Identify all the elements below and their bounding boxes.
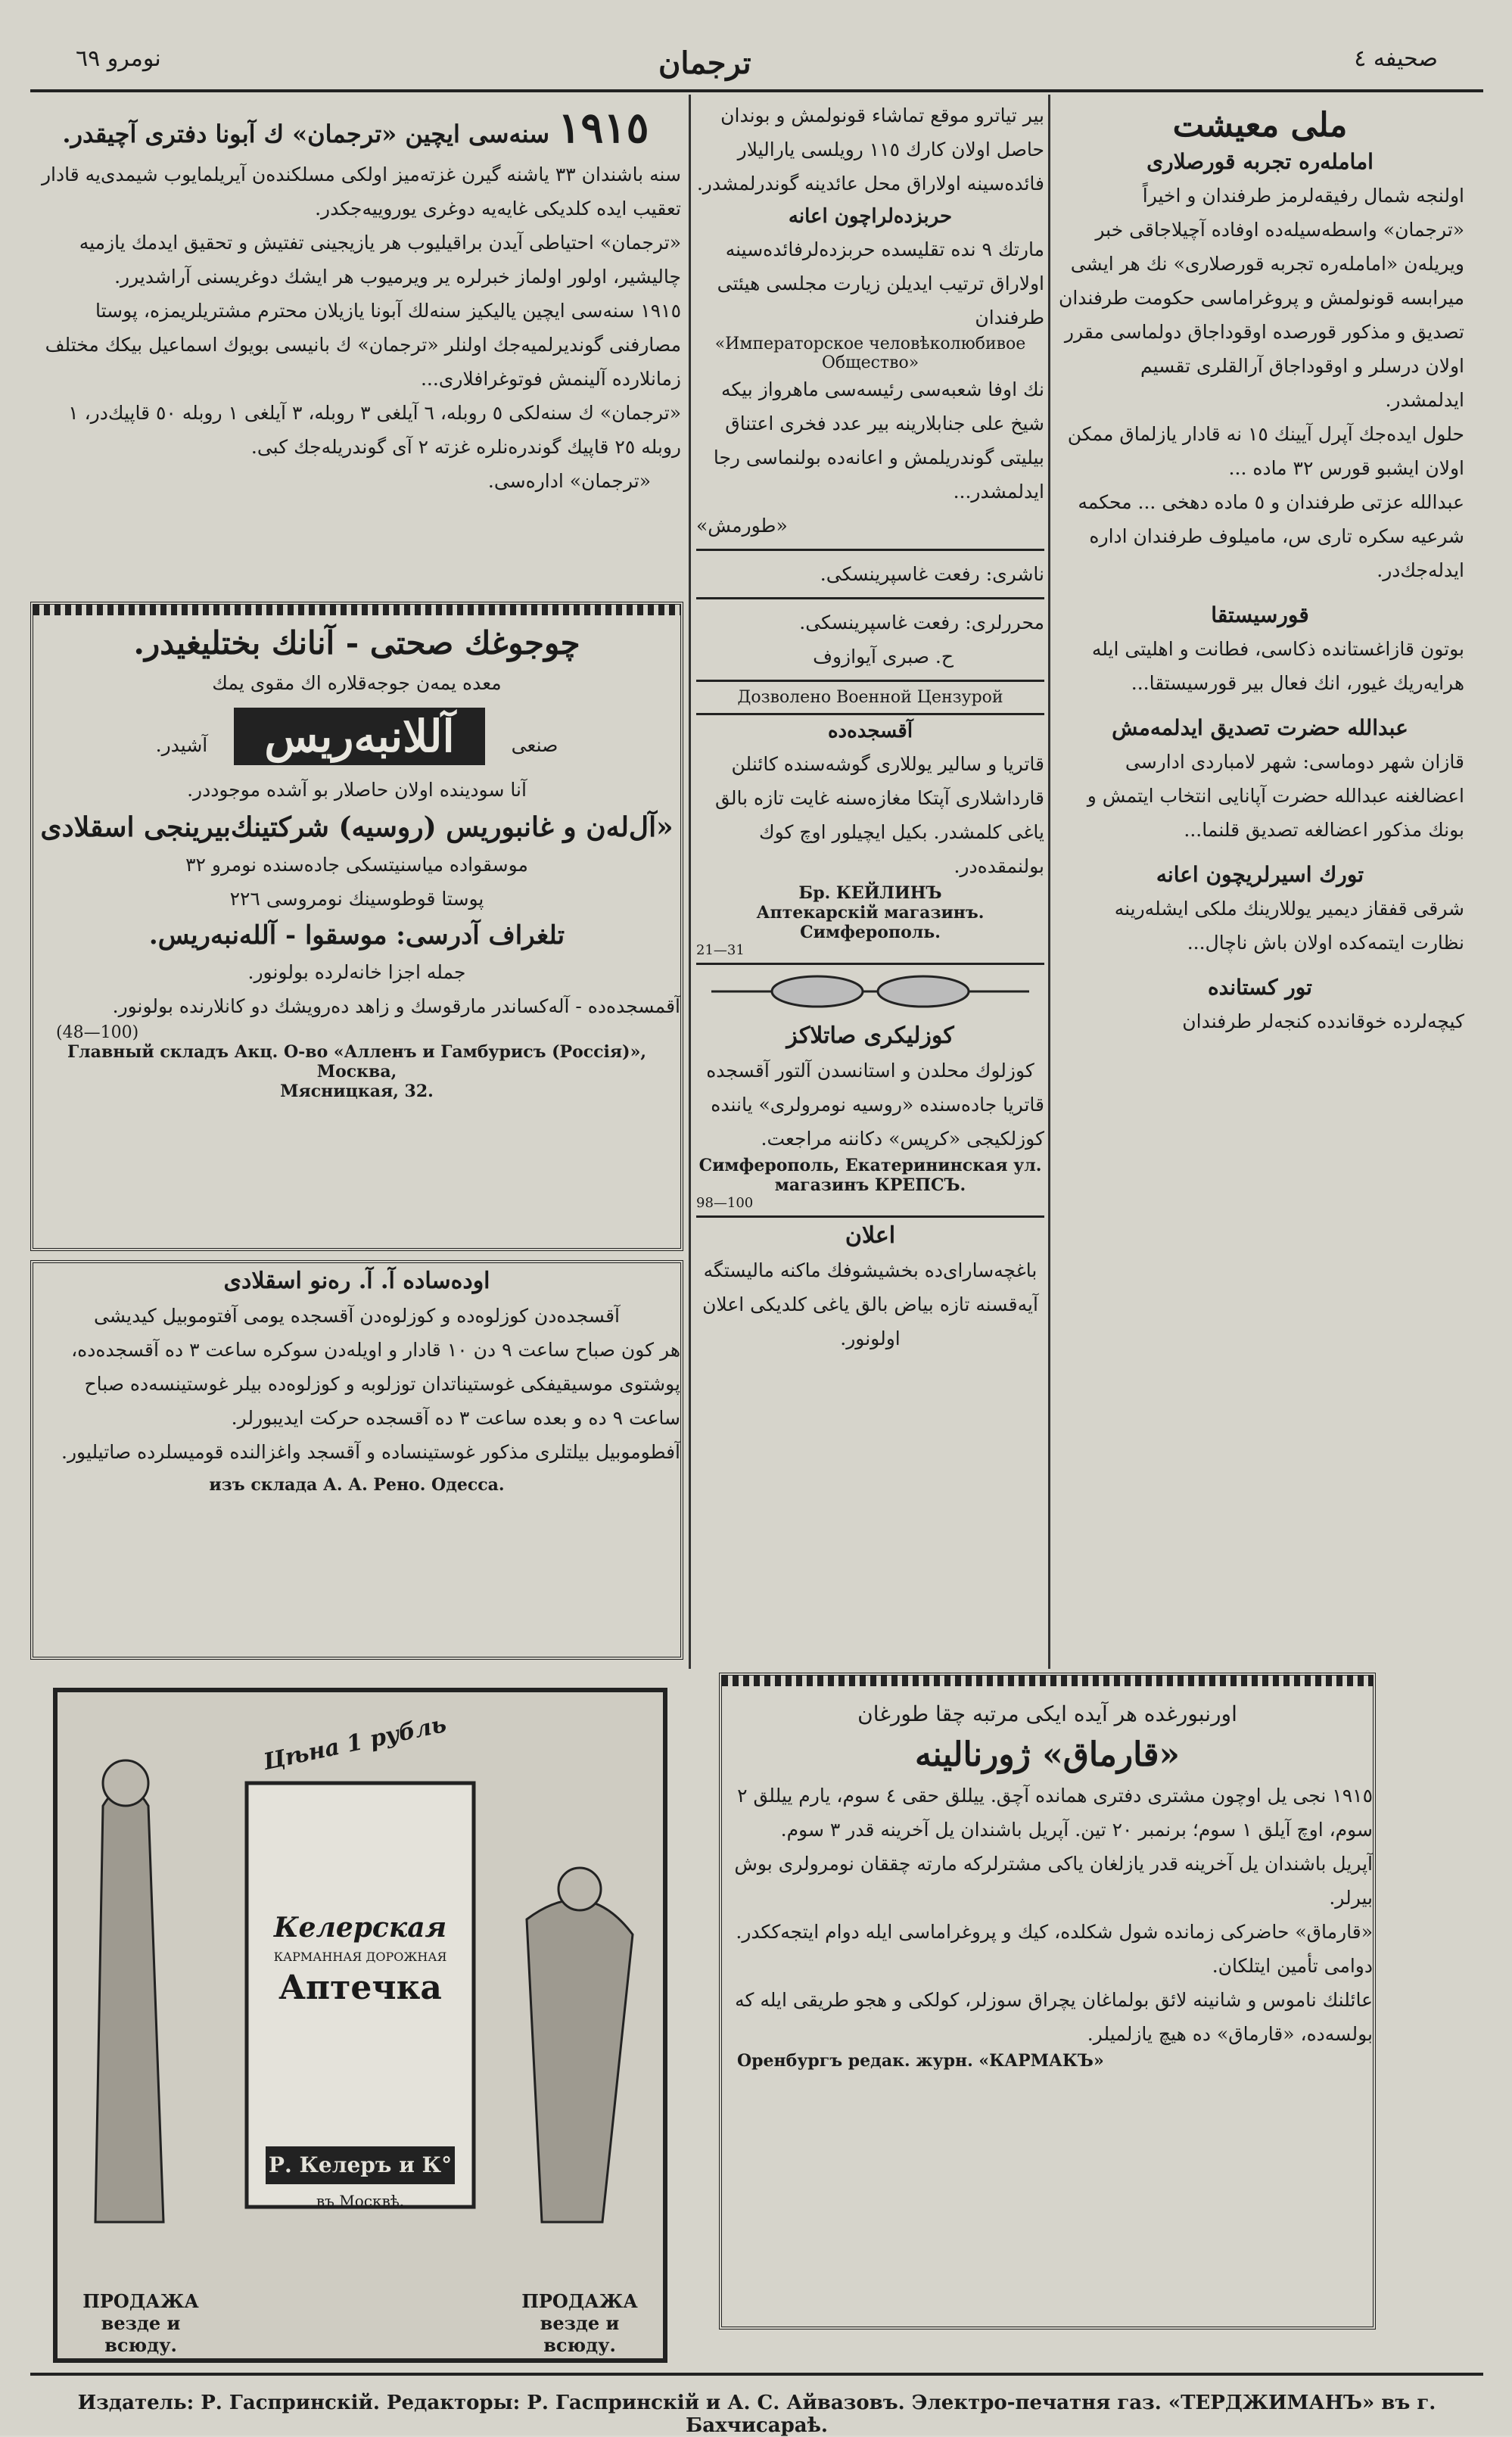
ad-address-ru: Оренбургъ редак. журн. «КАРМАКЪ» — [737, 2051, 1104, 2071]
ad-text: آفطوموبیل بیلتلری مذکور غوستینساده و آقسجد واغزالنده قومیسلرده صاتیلیور. — [61, 1441, 680, 1463]
ad-text: قاتریا و سالیر یوللاری گوشه‌سنده کائنلن قارداشلاری آپتکا مغازه‌سنه غایت تازه بالق یاغی کلمشدر. بکیل ایچیلور اوچ کوك بولنمقده‌در. — [715, 753, 1044, 877]
ad-text: آقمسجده‌ده - آله‌کساندر مارقوسك و زاهد ده‌رویشك دو کانلارنده بولونور. — [112, 995, 680, 1017]
brand-prefix: صنعی — [511, 734, 558, 756]
ad-heading: اوده‌ساده آ. آ. ره‌نو اسقلادی — [223, 1268, 490, 1294]
article-paragraph: نك اوفا شعبه‌سی رئیسه‌سی ماهرواز بیکه شیخ علی جنابلارینه بیر عدد فخری اعتناق بیلیتی گوندریلمش و اعانه‌ده بولنماسی رجا ایدلمشدر... — [713, 378, 1044, 503]
signoff: «طورمش» — [696, 515, 788, 537]
column-rule-left — [689, 95, 691, 1669]
ad-border-top — [722, 1676, 1373, 1686]
article-paragraph: بوتون قازاغستانده ذکاسی، فطانت و اهلیتی ایله هرایه‌ریك غیور، انك فعال بیر قورسیستقا... — [1091, 638, 1464, 694]
ad-text: کوزلوك محلدن و استانسدن آلتور آقسجده — [706, 1060, 1034, 1082]
article-heading: تورك اسیرلریچون اعانه — [1156, 862, 1364, 887]
middle-column — [696, 98, 1044, 1665]
article-heading: امامله‌ره تجربه قورصلاری — [1146, 149, 1374, 174]
brand-logo: آللانبه‌ریس — [234, 708, 484, 765]
article-heading: عبدالله حضرت تصدیق ایدلمه‌مش — [1112, 715, 1408, 740]
article-paragraph: اولنجه شمال رفیقه‌لرمز طرفندان و اخیراً «ترجمان» واسطه‌سیله‌ده اوفاده آچیلاجاقی خبر ویریله‌ن «امامله‌ره تجربه قورصلاری» نك هر ایشی میرابسه قونولمش و پروغراماسی حکومت طرفندان تصدیق و مذکور قورصده اوقوداجاق دولماسی مقرر اولان درسلر و اوقوداجاق آرالقلری تقسیم ایدلمشدر. — [1059, 185, 1464, 411]
allenburys-ad — [30, 602, 683, 1251]
glasses-icon — [696, 965, 1044, 1018]
notice-paragraph: سنه باشندان ٣٣ یاشنه گیرن غزته‌میز اولکی مسلکنده‌ن آیریلمایوب شیمدی‌یه قادار تعقیب ایده کلدیکی غایه‌یه دوغری یوروییه‌جکدر. — [41, 163, 681, 219]
firm-name: «آل‌له‌ن و غانبوریس (روسیه) شرکتینك‌بیرینجی اسقلادی — [40, 811, 674, 843]
ad-text: معده یمه‌ن جوجه‌قلاره اك مقوی یمك — [212, 672, 502, 694]
subscription-notice — [30, 98, 681, 590]
announcement-text: باغچه‌سارای‌ده بخشیشوفك ماکنه مالیستگه آیه‌قسنه تازه بیاض بالق یاغی کلدیکی اعلان اولونور. — [702, 1259, 1038, 1349]
renault-ad — [30, 1260, 683, 1660]
brand-subtitle: КАРМАННАЯ ДОРОЖНАЯ — [273, 1950, 447, 1964]
imprint-line: Издатель: Р. Гаспринскій. Редакторы: Р. Гаспринскій и А. С. Айвазовъ. Электро-печатня газ. «ТЕРДЖИМАНЪ» въ г. Бахчисараѣ. — [77, 2392, 1436, 2437]
ad-text: جمله اجزا خانه‌لرده بولونور. — [247, 961, 466, 983]
brand-row — [33, 708, 680, 765]
ad-headline: چوجوغك صحتی - آنانك بختلیغیدر. — [133, 624, 580, 661]
telegraph-address: تلغراف آدرسی: موسقوا - آلله‌نبه‌ریس. — [148, 920, 565, 951]
right-column — [1056, 98, 1464, 1665]
ad-address-ru: изъ склада А. А. Рено. Одесса. — [209, 1475, 505, 1495]
karmak-ad — [719, 1673, 1376, 2330]
ad-address: Симферополь, Екатерининская ул. магазинъ КРЕПСЪ. — [698, 1156, 1042, 1195]
editor-name: ح. صبری آیوازوف — [813, 646, 954, 668]
ad-paragraph: آپریل باشندان یل آخرینه قدر یازلغان یاکی مشترلرکه مارته چققان نومرولری بوش بیرلر. — [734, 1853, 1373, 1909]
ad-paragraph: ١٩١٥ نجی یل اوچون مشتری دفتری همانده آچق. ییللق حقی ٤ سوم، یارم ییللق ٢ سوم، اوچ آیلق ١ سوم؛ برنمبر ٢٠ تین. آپریل باشندان یل آخرینه قدر ٣ سوم. — [737, 1785, 1373, 1841]
firm-city: въ Москвѣ. — [316, 2192, 405, 2210]
article-heading: تور کستانده — [1208, 975, 1312, 1000]
announcement-heading: اعلان — [696, 1215, 1044, 1249]
article-paragraph: مارتك ٩ نده تقلیسده حربزده‌لرفائده‌سینه اولاراق ترتیب ایدیلن زیارت مجلسی هیئتی طرفندان — [717, 238, 1044, 328]
notice-paragraph: «ترجمان» ك سنه‌لکی ٥ روبله، ٦ آیلغی ٣ روبله، ٣ آیلغی ١ روبله ٥٠ قاپیك‌در، ١ روبله ٢٥ قاپیك گوندره‌نلره غزته ٢ آی گوندریله‌جك کبی. — [68, 402, 681, 458]
article-paragraph: قازان شهر دوماسی: شهر لامباردی ادارسی اعضالغنه عبدالله حضرت آپانایی انتخاب ایتمش و بونك مذکور اعضالغه تصدیق قلنما... — [1087, 751, 1464, 841]
ad-paragraph: «قارماق» حاضرکی زمانده شول شکلده، کیك و پروغراماسی ایله دوام ایتجه‌ککدر. دوامی تأمین ایتلکان. — [736, 1921, 1373, 1977]
brand-suffix: آشیدر. — [155, 734, 208, 756]
ad-heading: آقسجده‌ده — [827, 720, 913, 742]
ad-text: آقسجده‌دن کوزلوه‌ده و کوزلوه‌دن آقسجده یومی آفتوموبیل کیدیشی — [94, 1305, 620, 1327]
ad-address-ru: Главный складъ Акц. О-во «Алленъ и Гамбурисъ (Россія)», Москва, — [67, 1042, 646, 1082]
page-number: صحيفه ٤ — [1354, 45, 1438, 72]
ad-border-top — [33, 605, 680, 615]
editors-block — [696, 599, 1044, 682]
brand-name: Келерская — [273, 1912, 447, 1944]
masthead — [30, 30, 1483, 106]
newspaper-title: ترجمان — [658, 45, 751, 81]
notice-paragraph: «ترجمان» احتیاطی آیدن براقیلیوب هر یازیجینی تفتیش و تحقیق ایدمك یازمیه چالیشیر، اولور اولماز خبرلره یر ویرمیوب هر ایشك دوغریسنی آراشدیرر. — [79, 232, 681, 288]
post-box: پوستا قوطوسینك نومروسی ٢٢٦ — [229, 888, 484, 910]
ad-code: (48—100) — [56, 1023, 139, 1042]
sale-left: ПРОДАЖА везде и всюду. — [82, 2290, 199, 2356]
ad-heading: کوزلیکری صاتلاکز — [786, 1022, 954, 1049]
organization-name: «Императорское человѣколюбивое Общество» — [714, 335, 1026, 372]
price-label: Цѣна 1 рубль — [261, 1710, 449, 1776]
article-paragraph: بیر تیاترو موقع تماشاء قونولمش و بوندان حاصل اولان کارك ١١٥ رویلسی یارالیلار فائده‌سینه اولاراق محل عائدینه گوندرلمشدر. — [696, 104, 1044, 195]
article-paragraph: شرقی قفقاز دیمیر یوللارینك ملکی ایشله‌رینه نظارت ایتمه‌کده اولان باش ناچال... — [1114, 898, 1464, 954]
product-title: Аптечка — [278, 1969, 442, 2007]
article-heading: حربزده‌لراچون اعانه — [788, 205, 953, 228]
notice-heading — [30, 103, 681, 153]
ad-text: قاتریا جاده‌سنده «روسیه نومرولری» یاننده کوزلکیجی «کرپس» دکاننه مراجعت. — [711, 1094, 1044, 1150]
sale-right: ПРОДАЖА везде и всюду. — [521, 2290, 638, 2356]
ad-text: اورنبورغده هر آیده ایکی مرتبه چقا طورغان — [857, 1701, 1237, 1726]
notice-title: سنه‌سی ایچین «ترجمان» ك آبونا دفتری آچیقدر. — [62, 120, 550, 148]
firm-address: موسقواده میاسنیتسکی جاده‌سنده نومرو ٣٢ — [185, 854, 528, 876]
publisher-block — [696, 549, 1044, 599]
ad-code: 98—100 — [696, 1195, 754, 1211]
article-paragraph: کیچه‌لرده خوقاندده کنجه‌لر طرفندان — [1182, 1010, 1464, 1032]
journal-title: «قارماق» ژورنالینه — [914, 1735, 1181, 1774]
section-heading: ملی معیشت — [1172, 106, 1348, 145]
publisher-label: ناشری: — [985, 563, 1044, 585]
apteka-illustration — [58, 1692, 663, 2358]
article-paragraph: حلول ایده‌جك آپرل آیینك ١٥ نه قادار یازلماق ممکن اولان ایشبو قورس ٣٢ ماده ... — [1067, 423, 1464, 479]
notice-signature: «ترجمان» اداره‌سی. — [487, 470, 651, 492]
article-heading: قورسیستقا — [1211, 602, 1309, 627]
header-rule — [30, 89, 1483, 92]
editor-name: رفعت غاسپرینسکی. — [799, 612, 960, 633]
spectacles-illustration — [696, 963, 1044, 1018]
imprint-rule — [30, 2373, 1483, 2376]
apteka-ad — [53, 1688, 667, 2363]
editors-label: محررلری: — [965, 612, 1044, 633]
notice-paragraph: ١٩١٥ سنه‌سی ایچین یالیکیز سنه‌لك آبونا یازیلان محترم مشتریلریمزه، پوستا مصارفنی گوندیرلمیه‌جك اولنلر «ترجمان» ك بانیسی بویوك اسماعیل بیکك مختلف زمانلارده آلینمش فوتوغرافلاری... — [45, 300, 681, 390]
article-paragraph: عبدالله عزتی طرفندان و ٥ ماده دهخی ... محکمه شرعیه سکره تاری س، مامیلوف طرفندان اداره ایدله‌جك‌در. — [1078, 491, 1464, 581]
ad-code: 21—31 — [696, 942, 745, 958]
publisher-name: رفعت غاسپرینسکی. — [820, 563, 980, 585]
ad-address-ru: Мясницкая, 32. — [280, 1082, 434, 1101]
ad-address: Аптекарскій магазинъ. Симферополь. — [756, 903, 985, 942]
ad-text: هر کون صباح ساعت ٩ دن ١٠ قادار و اویله‌دن سوکره ساعت ٣ ده آقسجده‌ده، پوشتوی موسیقیفکی غوستیناتدان توزلوبه و کوزلوه‌ده بیلر غوستینسه‌ده صباح ساعت ٩ ده و بعده ساعت ٣ ده آقسجده حرکت ایدیبورلر. — [71, 1339, 680, 1429]
issue-number: نومرو ٦٩ — [76, 45, 161, 72]
censor-note: Дозволено Военной Цензурой — [696, 682, 1044, 715]
column-rule-right — [1048, 95, 1050, 1669]
notice-year: ١٩١٥ — [558, 103, 649, 153]
ad-paragraph: عائلنك ناموس و شانینه لائق بولماغان یچراق سوزلر، کولکی و هجو طریقی ایله که بولسه‌ده، «قارماق» ده هیچ یازلمیلر. — [735, 1989, 1373, 2045]
ad-text: آنا سودینده اولان حاصلار بو آشده موجوددر. — [187, 779, 527, 801]
firm-name: Р. Келеръ и К° — [268, 2152, 453, 2177]
ad-firm: Бр. КЕЙЛИНЪ — [798, 883, 942, 903]
